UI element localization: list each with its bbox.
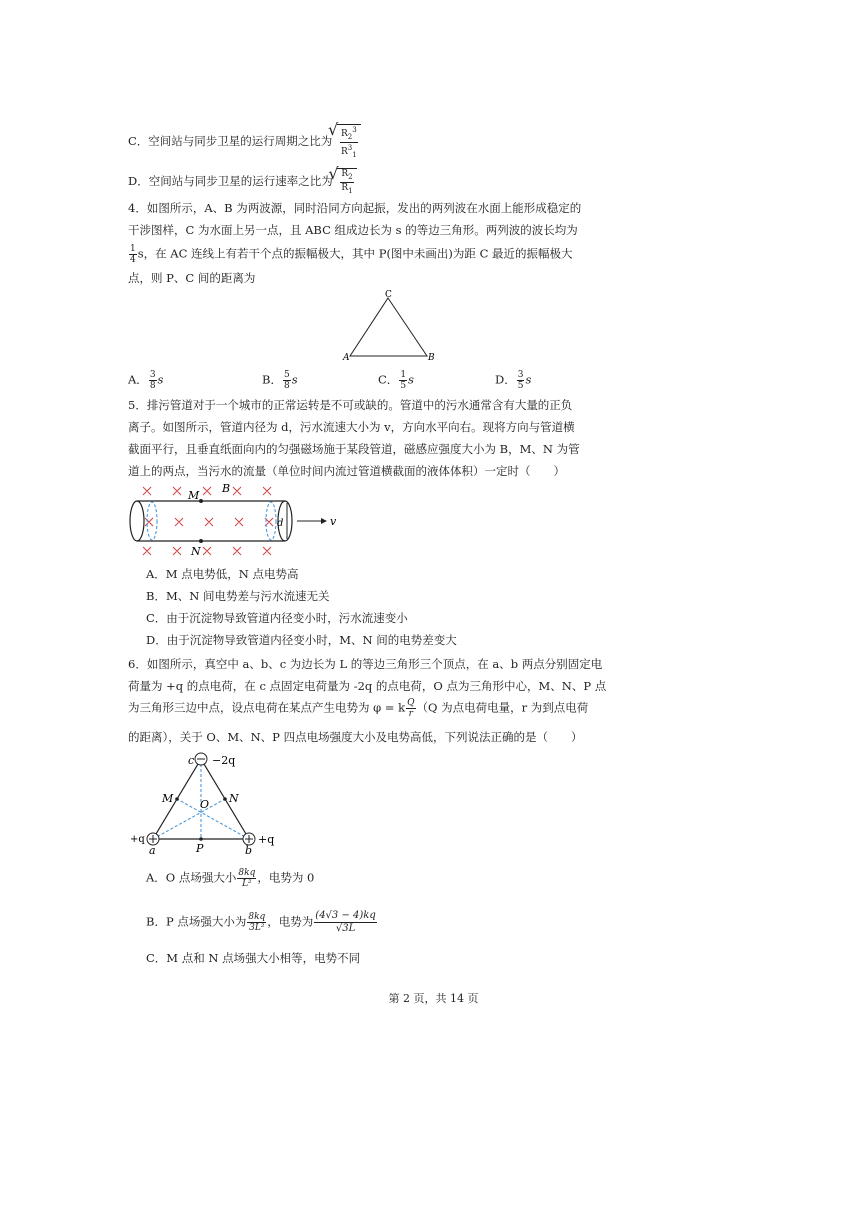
q4-triangle-diagram: [340, 288, 440, 364]
q6-stem-line1: 6．如图所示，真空中 a、b、c 为边长为 L 的等边三角形三个顶点，在 a、b 两点分别固定电: [128, 657, 603, 671]
q3-option-d: D．空间站与同步卫星的运行速率之比为 √ $\frac{R_2}{R_1}$: [128, 168, 357, 196]
q6-point-p: [199, 837, 203, 841]
q6-label-p: P: [196, 842, 204, 855]
q6-point-m: [175, 797, 179, 801]
q4-stem-line3: $\frac{1}{4}$ s，在 AC 连线上有若干个点的振幅极大，其中 P(图中未画出)为距 C 最近的振幅极大: [130, 244, 573, 265]
q6-label-c: c: [188, 754, 195, 767]
q5-label-b: B: [222, 482, 231, 495]
q6-label-o: O: [200, 798, 210, 811]
q6-label-m: M: [162, 792, 174, 805]
q6-option-b: B．P 点场强大小为 $\frac{8kq}{\text{3L²}}$ ，电势为 $\frac{(4√3 - 4)kq}{√3L}$: [146, 910, 376, 934]
q3-option-d-root: √ $\frac{R_2}{R_1}$: [337, 168, 356, 196]
q6-triangle-diagram: [128, 748, 288, 860]
q3-option-c: C．空间站与同步卫星的运行周期之比为 √ $\frac{R_2^3}{R^3_1}$: [128, 124, 361, 160]
q6-point-n: [223, 797, 227, 801]
q5-option-b: B．M、N 间电势差与污水流速无关: [146, 589, 330, 603]
q5-point-n: [199, 539, 203, 543]
q5-option-d: D．由于沉淀物导致管道内径变小时，M、N 间的电势差变大: [146, 633, 457, 647]
q5-stem-line3: 截面平行，且垂直纸面向内的匀强磁场施于某段管道，磁感应强度大小为 B，M、N 为管: [128, 442, 580, 456]
q5-label-n: N: [191, 545, 201, 558]
q6-stem-line2: 荷量为 +q 的点电荷，在 c 点固定电荷量为 -2q 的点电荷，O 点为三角形中心，M、N、P 点: [128, 679, 607, 693]
q4-label-c: C: [385, 290, 392, 300]
q6-label-c-charge: −2q: [212, 754, 236, 767]
q5-stem-line1: 5．排污管道对于一个城市的正常运转是不可或缺的。管道中的污水通常含有大量的正负: [128, 398, 573, 412]
q4-stem-line1: 4．如图所示，A、B 为两波源，同时沿同方向起振，发出的两列波在水面上能形成稳定的: [128, 201, 582, 215]
q4-stem-line2: 干涉图样，C 为水面上另一点，且 ABC 组成边长为 s 的等边三角形。两列波的波长均为: [128, 223, 578, 237]
q5-stem-line4: 道上的两点，当污水的流量（单位时间内流过管道横截面的液体体积）一定时（ ）: [128, 464, 565, 478]
q4-option-a: A． $\frac{3}{8}$ s: [128, 370, 164, 391]
q5-label-m: M: [188, 489, 200, 502]
q4-label-b: B: [428, 353, 435, 363]
q5-stem-line2: 离子。如图所示，管道内径为 d，污水流速大小为 v，方向水平向右。现将方向与管道横: [128, 420, 575, 434]
q4-stem-line4: 点，则 P、C 间的距离为: [128, 271, 256, 285]
page-footer: 第 2 页，共 14 页: [388, 992, 479, 1005]
q5-magnetic-field-crosses: [143, 487, 273, 555]
q4-option-b: B． $\frac{5}{8}$ s: [262, 370, 298, 391]
q5-option-a: A．M 点电势低，N 点电势高: [146, 567, 299, 581]
q5-point-m: [199, 499, 203, 503]
q6-label-a: a: [149, 844, 156, 857]
q5-label-d: d: [277, 518, 284, 529]
q6-stem-line3: 为三角形三边中点，设点电荷在某点产生电势为 φ = k $\frac{Q}{r}$ （Q 为点电荷电量，r 为到点电荷: [128, 698, 589, 719]
q4-option-d: D． $\frac{3}{5}$ s: [495, 370, 532, 391]
q5-cross-sections: [147, 502, 276, 540]
q3-option-c-root: √ $\frac{R_2^3}{R^3_1}$: [337, 124, 361, 160]
q6-option-a: A．O 点场强大小 $\frac{8kq}{\text{L²}}$ ，电势为 0: [146, 868, 315, 889]
q5-pipe-diagram: [125, 480, 340, 562]
q4-label-a: A: [343, 353, 350, 363]
q5-label-v: v: [330, 515, 337, 528]
q6-label-a-charge: +q: [130, 834, 145, 845]
q6-label-b: b: [245, 844, 253, 857]
q5-velocity-arrowhead: [321, 518, 327, 524]
q4-option-c: C． $\frac{1}{5}$ s: [378, 370, 414, 391]
q6-stem-line4: 的距离），关于 O、M、N、P 四点电场强度大小及电势高低，下列说法正确的是（ ）: [128, 730, 583, 744]
q6-option-c: C．M 点和 N 点场强大小相等，电势不同: [146, 951, 361, 965]
q5-option-c: C．由于沉淀物导致管道内径变小时，污水流速变小: [146, 611, 408, 625]
q4-triangle-abc: [350, 298, 427, 356]
q6-label-n: N: [229, 792, 239, 805]
q6-label-b-charge: +q: [258, 833, 275, 846]
